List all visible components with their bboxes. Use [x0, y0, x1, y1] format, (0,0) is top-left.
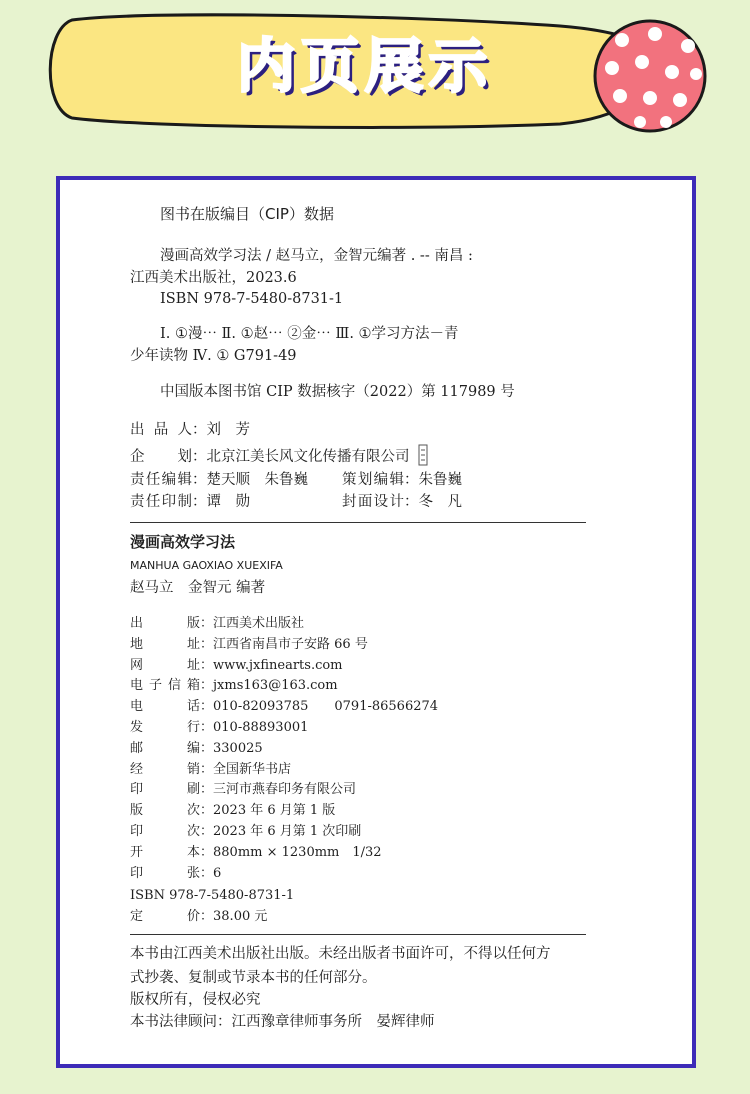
- pub-info-label: 开本: [130, 844, 200, 860]
- pub-info-value: 江西美术出版社: [213, 616, 305, 631]
- cover-label: 封面设计: [342, 494, 404, 510]
- pub-info-row: 地址：江西省南昌市子安路 66 号: [130, 635, 368, 655]
- notice-line2: 式抄袭、复制或节录本书的任何部分。: [130, 970, 377, 986]
- cip-heading: 图书在版编目（CIP）数据: [160, 205, 334, 223]
- editor-label: 责任编辑: [130, 472, 192, 488]
- cip-entry-line1: 漫画高效学习法 / 赵马立，金智元编著 . -- 南昌 :: [160, 248, 473, 264]
- polka-dot-ball-icon: [595, 21, 705, 131]
- pub-info-row: 发行：010-88893001: [130, 718, 308, 738]
- book-authors: 赵马立 金智元 编著: [130, 580, 266, 596]
- producer-label: 出品人: [130, 422, 192, 438]
- pub-info-value: 2023 年 6 月第 1 次印刷: [213, 824, 362, 839]
- legal-counsel: 本书法律顾问：江西豫章律师事务所 晏辉律师: [130, 1014, 435, 1030]
- pub-info-label: 电子信箱: [130, 678, 200, 694]
- book-title: 漫画高效学习法: [130, 533, 236, 551]
- cip-entry-line2: 江西美术出版社，2023.6: [130, 270, 297, 286]
- pub-info-value: 江西省南昌市子安路 66 号: [213, 636, 368, 652]
- copyright-page: [56, 176, 696, 1068]
- pub-info-label: 地址: [130, 636, 200, 652]
- cip-subject-line1: Ⅰ. ①漫⋯ Ⅱ. ①赵⋯ ②金⋯ Ⅲ. ①学习方法－青: [160, 326, 459, 342]
- plan-editor-label: 策划编辑: [342, 472, 404, 488]
- header-banner: [0, 0, 750, 150]
- pub-info-row: 印刷：三河市燕春印务有限公司: [130, 780, 356, 800]
- pub-info-label: 出版: [130, 616, 200, 631]
- cip-isbn: ISBN 978-7-5480-8731-1: [160, 291, 344, 307]
- pub-info-value: 010-88893001: [213, 720, 309, 735]
- copyright-notice: 版权所有，侵权必究: [130, 992, 261, 1008]
- credit-editor: 责任编辑：楚天顺 朱鲁巍: [130, 472, 308, 488]
- print-label: 责任印制: [130, 494, 192, 510]
- pub-info-row: 电话：010-82093785 0791-86566274: [130, 697, 438, 717]
- pub-info-label: 经销: [130, 761, 200, 777]
- cip-record: 中国版本图书馆 CIP 数据核字（2022）第 117989 号: [160, 384, 515, 400]
- cip-subject-line2: 少年读物 Ⅳ. ① G791-49: [130, 348, 297, 364]
- notice-line1: 本书由江西美术出版社出版。未经出版者书面许可，不得以任何方: [130, 946, 551, 962]
- divider: [130, 522, 586, 523]
- book-pinyin: MANHUA GAOXIAO XUEXIFA: [130, 559, 283, 572]
- credit-plan-editor: 策划编辑：朱鲁巍: [342, 472, 462, 488]
- pub-info-value: 全国新华书店: [213, 761, 292, 777]
- pub-info-value: 010-82093785 0791-86566274: [213, 699, 439, 715]
- isbn-line: ISBN 978-7-5480-8731-1: [130, 888, 295, 903]
- producer-value: 刘 芳: [206, 422, 250, 438]
- pub-info-value: 6: [213, 865, 222, 881]
- pub-info-label: 网址: [130, 657, 200, 673]
- pub-info-value: 2023 年 6 月第 1 版: [213, 803, 336, 819]
- pub-info-label: 版次: [130, 803, 200, 819]
- pub-info-label: 发行: [130, 720, 200, 735]
- price-line: 定价：38.00 元: [130, 907, 267, 927]
- price-label: 定价: [130, 909, 200, 924]
- pub-info-label: 印刷: [130, 782, 200, 798]
- editor-value: 楚天顺 朱鲁巍: [206, 472, 308, 488]
- pub-info-value: www.jxfinearts.com: [213, 657, 343, 673]
- planner-value: 北京江美长风文化传播有限公司: [206, 449, 410, 465]
- credit-producer: 出品人：刘 芳: [130, 422, 250, 438]
- pub-info-row: 出版：江西美术出版社: [130, 614, 304, 634]
- cover-value: 冬 凡: [418, 494, 462, 510]
- pub-info-value: jxms163@163.com: [213, 678, 338, 694]
- banner-title: 内页展示: [236, 32, 493, 100]
- pub-info-label: 电话: [130, 699, 200, 715]
- pub-info-row: 开本：880mm × 1230mm 1/32: [130, 843, 382, 863]
- pub-info-row: 印次：2023 年 6 月第 1 次印刷: [130, 822, 361, 842]
- credit-print: 责任印制：谭 勋: [130, 494, 250, 510]
- pub-info-row: 印张：6: [130, 864, 221, 884]
- credit-cover: 封面设计：冬 凡: [342, 494, 462, 510]
- pub-info-value: 330025: [213, 740, 263, 756]
- pub-info-row: 邮编：330025: [130, 739, 263, 759]
- plan-editor-value: 朱鲁巍: [418, 472, 462, 488]
- pub-info-row: 版次：2023 年 6 月第 1 版: [130, 801, 335, 821]
- divider: [130, 934, 586, 935]
- pub-info-value: 880mm × 1230mm 1/32: [213, 844, 382, 860]
- pub-info-value: 三河市燕春印务有限公司: [213, 782, 357, 798]
- price-value: 38.00 元: [213, 909, 268, 924]
- planner-label: 企 划: [130, 449, 192, 465]
- publisher-seal-icon: [418, 444, 428, 466]
- print-value: 谭 勋: [206, 494, 250, 510]
- pub-info-row: 网址：www.jxfinearts.com: [130, 656, 343, 676]
- pub-info-row: 电子信箱：jxms163@163.com: [130, 676, 338, 696]
- pub-info-row: 经销：全国新华书店: [130, 760, 291, 780]
- credit-planner: 企 划：北京江美长风文化传播有限公司: [130, 444, 428, 467]
- pub-info-label: 印张: [130, 865, 200, 881]
- pub-info-label: 印次: [130, 824, 200, 839]
- pub-info-label: 邮编: [130, 740, 200, 756]
